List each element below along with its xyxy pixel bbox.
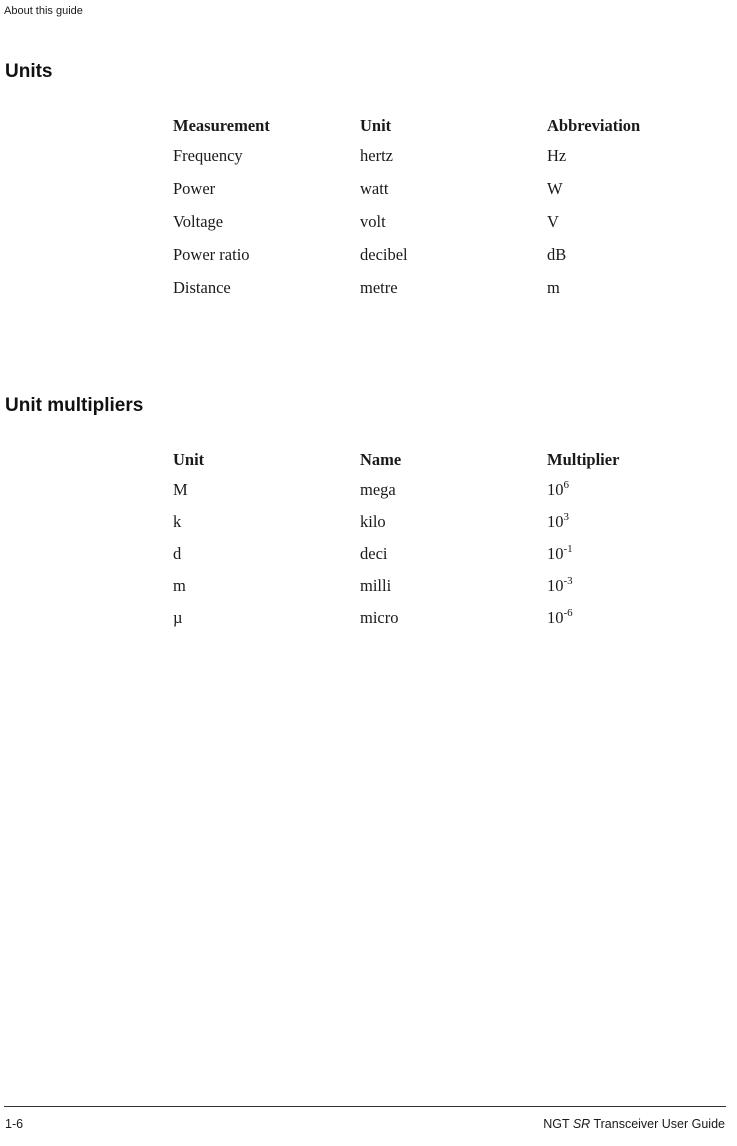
- measurement-cell: Frequency: [173, 145, 243, 165]
- column-header-name: Name: [360, 450, 402, 469]
- units-table: [173, 113, 687, 304]
- table-row: [173, 172, 687, 205]
- unit-cell: volt: [360, 211, 386, 231]
- multiplier-cell: [547, 602, 687, 634]
- measurement-cell: Distance: [173, 277, 231, 297]
- multiplier-exponent: 3: [563, 511, 569, 523]
- multiplier-exponent: -3: [563, 575, 573, 587]
- multiplier-base: 10: [547, 608, 564, 627]
- prefix-name-cell: deci: [360, 544, 388, 563]
- table-header-row: [173, 446, 687, 474]
- unit-cell: watt: [360, 178, 389, 198]
- prefix-name-cell: milli: [360, 576, 392, 595]
- footer-guide-title: [543, 1117, 725, 1131]
- unit-cell: hertz: [360, 145, 393, 165]
- table-row: [173, 474, 687, 506]
- abbreviation-cell: V: [547, 211, 559, 231]
- prefix-name-cell: micro: [360, 608, 399, 627]
- abbreviation-cell: dB: [547, 244, 567, 264]
- section-title-unit-multipliers: Unit multipliers: [5, 395, 144, 416]
- multiplier-base: 10: [547, 576, 564, 595]
- running-head: About this guide: [4, 5, 83, 17]
- multiplier-base: 10: [547, 544, 564, 563]
- table-row: [173, 271, 687, 304]
- multiplier-exponent: -1: [563, 543, 573, 555]
- table-row: [173, 506, 687, 538]
- multiplier-cell: [547, 474, 687, 506]
- table-row: [173, 602, 687, 634]
- unit-symbol-cell: µ: [173, 608, 183, 627]
- table-row: [173, 238, 687, 271]
- measurement-cell: Power ratio: [173, 244, 250, 264]
- column-header-measurement: Measurement: [173, 116, 270, 135]
- multiplier-exponent: -6: [563, 607, 573, 619]
- table-row: [173, 205, 687, 238]
- footer-title-prefix: NGT: [543, 1117, 573, 1131]
- footer-title-italic: SR: [572, 1117, 591, 1131]
- multiplier-base: 10: [547, 512, 564, 531]
- multiplier-base: 10: [547, 480, 564, 499]
- page-number: 1-6: [5, 1117, 24, 1131]
- multiplier-cell: [547, 506, 687, 538]
- column-header-unit: Unit: [173, 450, 205, 469]
- multiplier-cell: [547, 570, 687, 602]
- unit-multipliers-table: [173, 446, 687, 634]
- column-header-multiplier: Multiplier: [547, 450, 620, 469]
- footer-divider: [4, 1106, 726, 1107]
- prefix-name-cell: mega: [360, 480, 396, 499]
- unit-symbol-cell: d: [173, 544, 182, 563]
- abbreviation-cell: m: [547, 277, 560, 297]
- unit-symbol-cell: M: [173, 480, 188, 499]
- unit-cell: decibel: [360, 244, 408, 264]
- table-row: [173, 538, 687, 570]
- unit-symbol-cell: k: [173, 512, 182, 531]
- footer-title-suffix: Transceiver User Guide: [590, 1117, 725, 1131]
- table-header-row: [173, 113, 687, 139]
- section-title-units: Units: [5, 61, 53, 82]
- unit-cell: metre: [360, 277, 398, 297]
- table-row: [173, 570, 687, 602]
- column-header-abbreviation: Abbreviation: [547, 116, 641, 135]
- multiplier-exponent: 6: [563, 479, 569, 491]
- abbreviation-cell: W: [547, 178, 563, 198]
- multiplier-cell: [547, 538, 687, 570]
- column-header-unit: Unit: [360, 116, 392, 135]
- abbreviation-cell: Hz: [547, 145, 567, 165]
- unit-symbol-cell: m: [173, 576, 186, 595]
- table-row: [173, 139, 687, 172]
- prefix-name-cell: kilo: [360, 512, 386, 531]
- measurement-cell: Voltage: [173, 211, 224, 231]
- measurement-cell: Power: [173, 178, 216, 198]
